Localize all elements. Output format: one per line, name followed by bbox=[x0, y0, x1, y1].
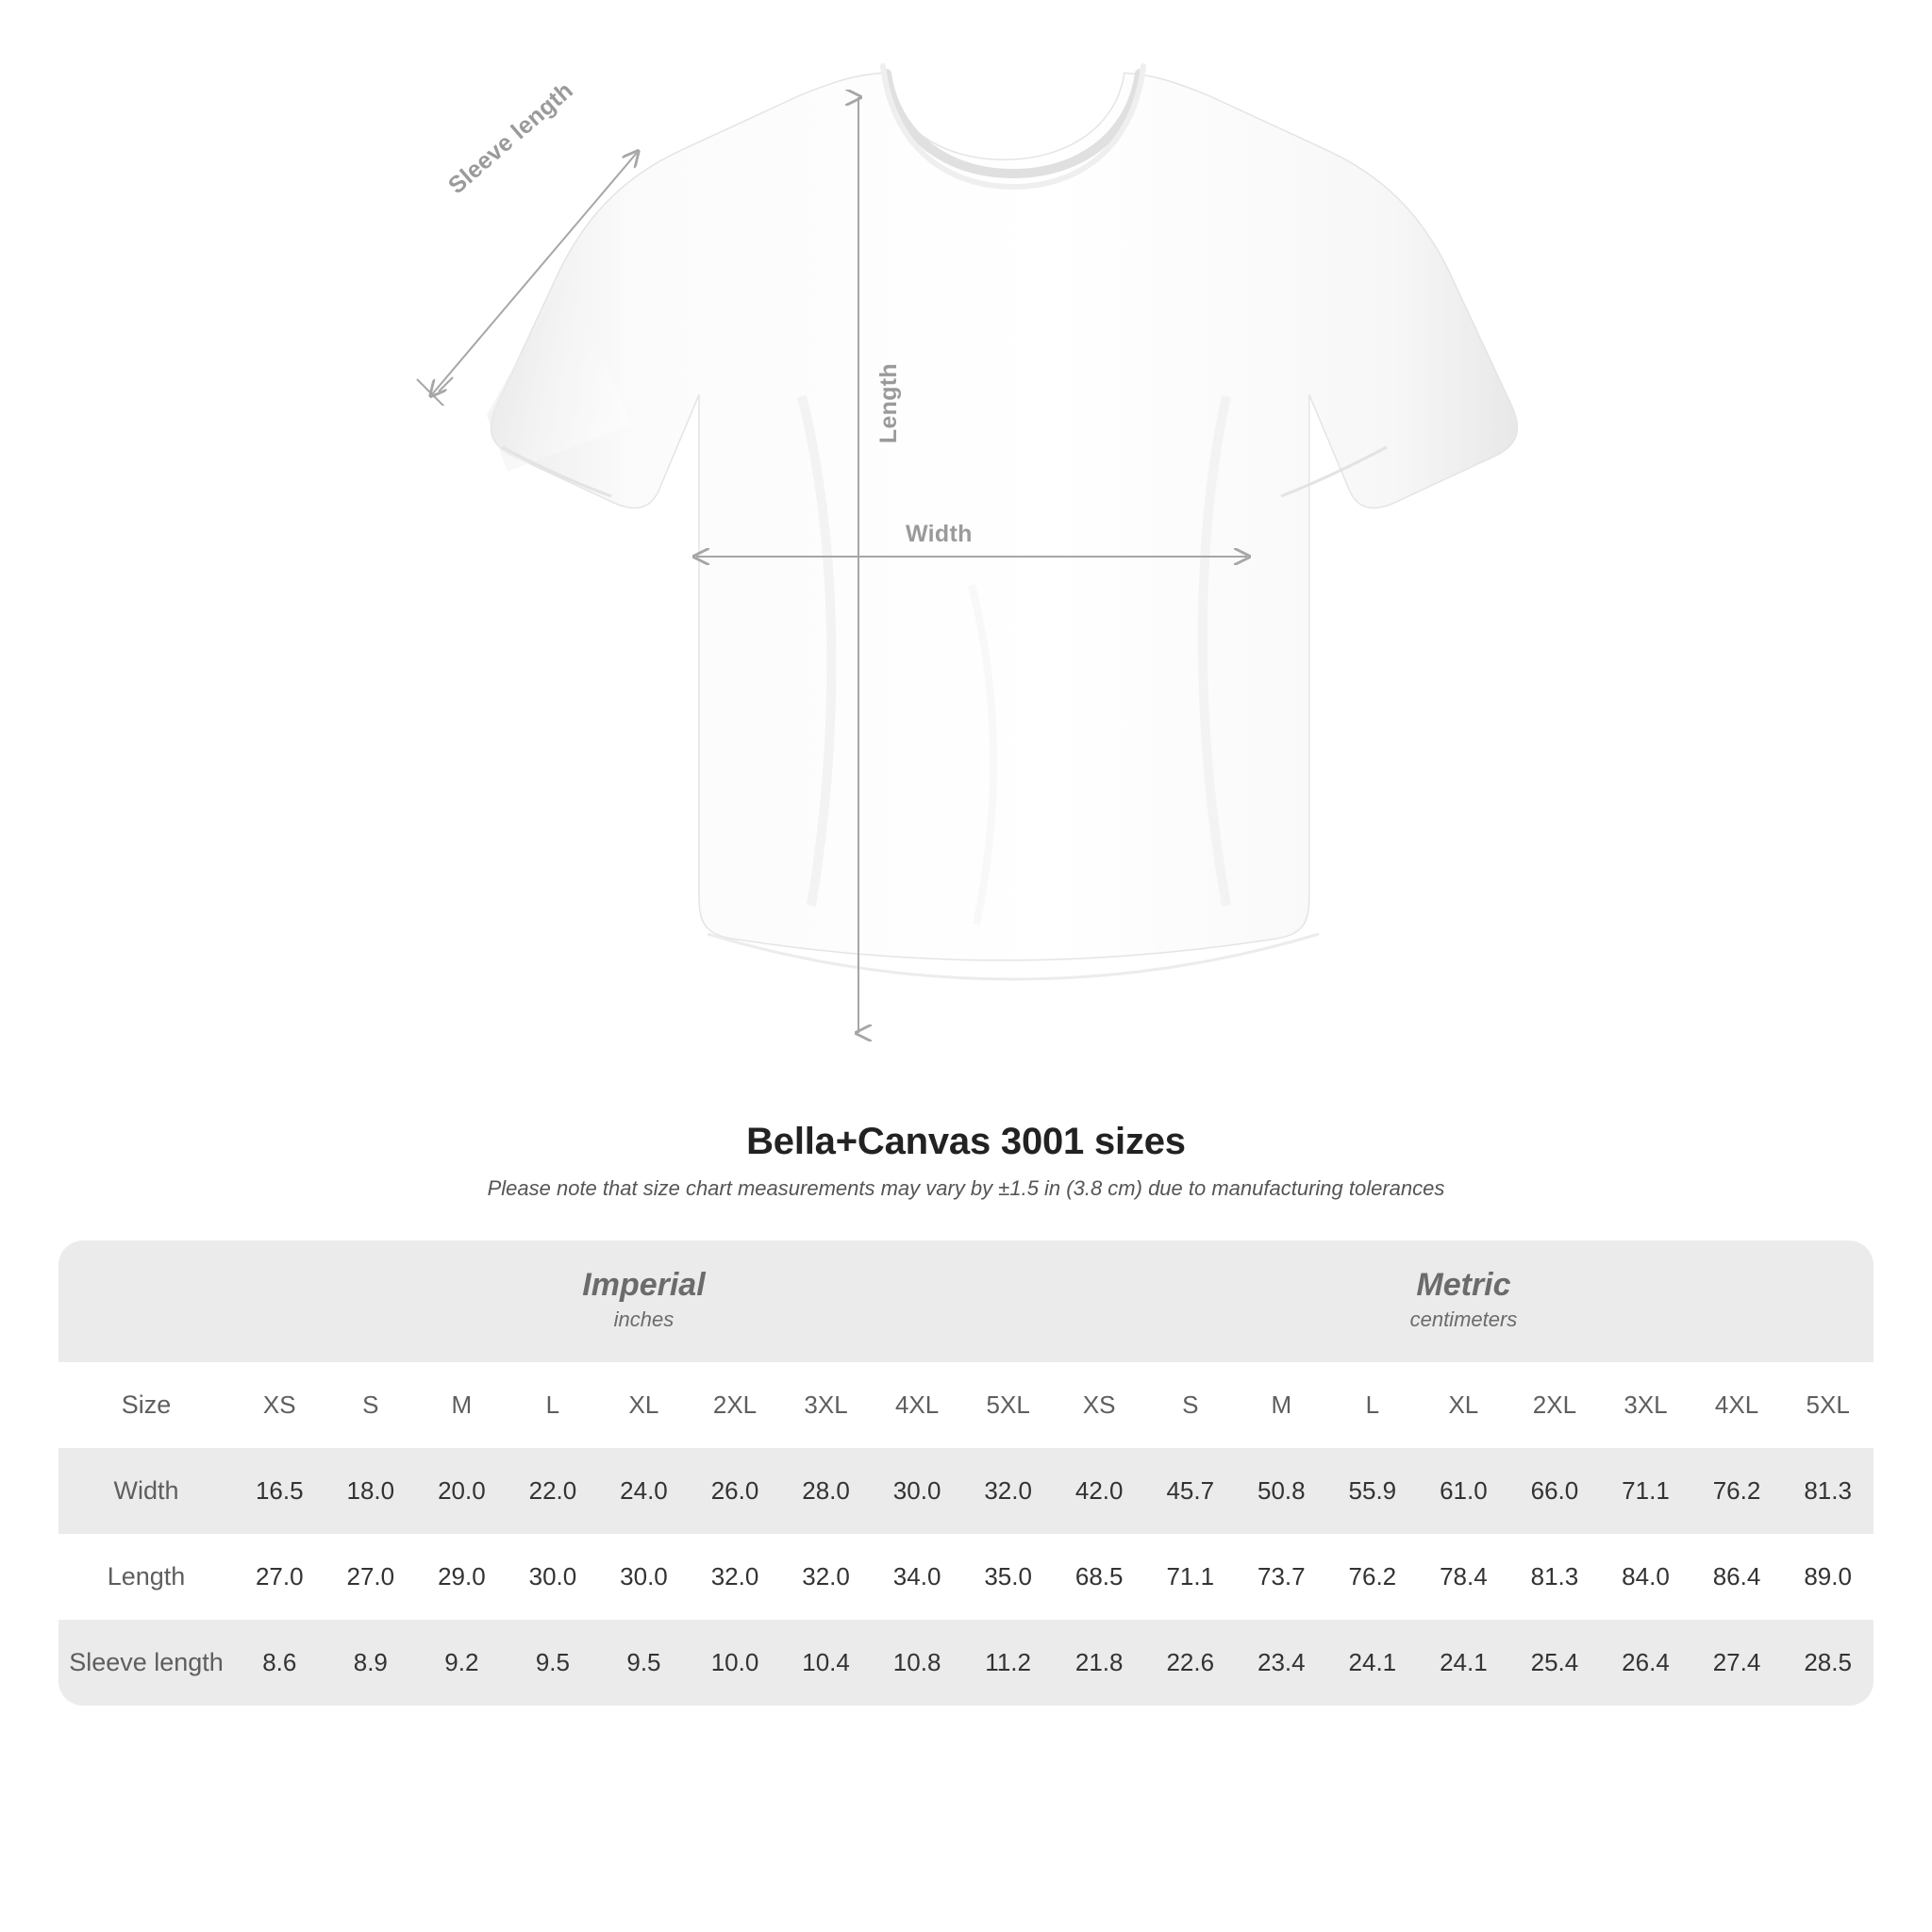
table-cell: 30.0 bbox=[598, 1534, 690, 1620]
table-cell: 18.0 bbox=[325, 1448, 417, 1534]
size-table bbox=[58, 1241, 1874, 1706]
unit-sub-metric: centimeters bbox=[1409, 1307, 1518, 1331]
chart-heading bbox=[0, 1121, 1932, 1201]
unit-sub-imperial: inches bbox=[613, 1307, 675, 1331]
sleeve-length-label: Sleeve length bbox=[443, 76, 578, 200]
table-cell: 23.4 bbox=[1236, 1620, 1327, 1706]
table-row bbox=[58, 1534, 1874, 1620]
table-cell: 81.3 bbox=[1509, 1534, 1601, 1620]
table-cell: 9.2 bbox=[416, 1620, 508, 1706]
unit-name-imperial: Imperial bbox=[582, 1267, 706, 1303]
table-cell: 76.2 bbox=[1691, 1448, 1783, 1534]
table-cell: 89.0 bbox=[1782, 1534, 1874, 1620]
table-cell: 81.3 bbox=[1782, 1448, 1874, 1534]
size-header-cell: XL bbox=[598, 1362, 690, 1448]
table-cell: 22.6 bbox=[1144, 1620, 1236, 1706]
size-header-cell: XS bbox=[234, 1362, 325, 1448]
table-cell: 55.9 bbox=[1327, 1448, 1419, 1534]
size-header-cell: 5XL bbox=[962, 1362, 1054, 1448]
table-cell: 10.0 bbox=[690, 1620, 781, 1706]
size-header-cell: 2XL bbox=[1509, 1362, 1601, 1448]
table-cell: 78.4 bbox=[1418, 1534, 1509, 1620]
size-header-cell: S bbox=[1144, 1362, 1236, 1448]
table-cell: 29.0 bbox=[416, 1534, 508, 1620]
size-header-cell: 4XL bbox=[872, 1362, 963, 1448]
table-cell: 26.4 bbox=[1600, 1620, 1691, 1706]
table-cell: 27.0 bbox=[234, 1534, 325, 1620]
table-cell: 16.5 bbox=[234, 1448, 325, 1534]
size-header-cell: XL bbox=[1418, 1362, 1509, 1448]
size-header-cell: 3XL bbox=[1600, 1362, 1691, 1448]
table-cell: 45.7 bbox=[1144, 1448, 1236, 1534]
table-cell: 30.0 bbox=[872, 1448, 963, 1534]
table-cell: 32.0 bbox=[780, 1534, 872, 1620]
table-cell: 32.0 bbox=[690, 1534, 781, 1620]
table-cell: 20.0 bbox=[416, 1448, 508, 1534]
table-cell: 8.9 bbox=[325, 1620, 417, 1706]
table-cell: 66.0 bbox=[1509, 1448, 1601, 1534]
table-cell: 9.5 bbox=[598, 1620, 690, 1706]
size-header-cell: L bbox=[508, 1362, 599, 1448]
table-cell: 28.5 bbox=[1782, 1620, 1874, 1706]
table-cell: 84.0 bbox=[1600, 1534, 1691, 1620]
size-header-label: Size bbox=[58, 1362, 234, 1448]
size-header-cell: XS bbox=[1054, 1362, 1145, 1448]
table-cell: 32.0 bbox=[962, 1448, 1054, 1534]
table-cell: 27.4 bbox=[1691, 1620, 1783, 1706]
table-cell: 10.4 bbox=[780, 1620, 872, 1706]
unit-name-metric: Metric bbox=[1416, 1267, 1511, 1303]
unit-header-row bbox=[58, 1241, 1874, 1362]
width-label: Width bbox=[906, 521, 973, 547]
size-table-container bbox=[58, 1241, 1874, 1706]
table-cell: 42.0 bbox=[1054, 1448, 1145, 1534]
tolerance-note: Please note that size chart measurements may vary by ±1.5 in (3.8 cm) due to manufacturing tolerances bbox=[487, 1176, 1445, 1200]
table-cell: 68.5 bbox=[1054, 1534, 1145, 1620]
table-cell: 73.7 bbox=[1236, 1534, 1327, 1620]
size-header-cell: M bbox=[416, 1362, 508, 1448]
table-cell: 26.0 bbox=[690, 1448, 781, 1534]
size-header-cell: 2XL bbox=[690, 1362, 781, 1448]
unit-group-imperial bbox=[234, 1241, 1054, 1362]
row-label-length: Length bbox=[58, 1534, 234, 1620]
table-cell: 35.0 bbox=[962, 1534, 1054, 1620]
table-cell: 34.0 bbox=[872, 1534, 963, 1620]
table-cell: 24.0 bbox=[598, 1448, 690, 1534]
size-header-row bbox=[58, 1362, 1874, 1448]
table-cell: 24.1 bbox=[1327, 1620, 1419, 1706]
table-row bbox=[58, 1448, 1874, 1534]
length-label: Length bbox=[875, 363, 902, 444]
table-row bbox=[58, 1620, 1874, 1706]
table-cell: 10.8 bbox=[872, 1620, 963, 1706]
unit-group-metric bbox=[1054, 1241, 1874, 1362]
size-header-cell: 4XL bbox=[1691, 1362, 1783, 1448]
table-cell: 28.0 bbox=[780, 1448, 872, 1534]
table-cell: 71.1 bbox=[1600, 1448, 1691, 1534]
size-header-cell: M bbox=[1236, 1362, 1327, 1448]
table-cell: 24.1 bbox=[1418, 1620, 1509, 1706]
table-cell: 30.0 bbox=[508, 1534, 599, 1620]
table-cell: 50.8 bbox=[1236, 1448, 1327, 1534]
table-cell: 9.5 bbox=[508, 1620, 599, 1706]
row-label-width: Width bbox=[58, 1448, 234, 1534]
table-cell: 11.2 bbox=[962, 1620, 1054, 1706]
size-header-cell: S bbox=[325, 1362, 417, 1448]
size-header-cell: L bbox=[1327, 1362, 1419, 1448]
table-cell: 22.0 bbox=[508, 1448, 599, 1534]
table-cell: 25.4 bbox=[1509, 1620, 1601, 1706]
table-cell: 21.8 bbox=[1054, 1620, 1145, 1706]
table-cell: 76.2 bbox=[1327, 1534, 1419, 1620]
page-title: Bella+Canvas 3001 sizes bbox=[746, 1121, 1186, 1162]
table-corner-cell bbox=[58, 1241, 234, 1362]
table-cell: 71.1 bbox=[1144, 1534, 1236, 1620]
table-cell: 86.4 bbox=[1691, 1534, 1783, 1620]
table-cell: 27.0 bbox=[325, 1534, 417, 1620]
table-cell: 8.6 bbox=[234, 1620, 325, 1706]
size-header-cell: 5XL bbox=[1782, 1362, 1874, 1448]
size-header-cell: 3XL bbox=[780, 1362, 872, 1448]
row-label-sleeve-length: Sleeve length bbox=[58, 1620, 234, 1706]
table-cell: 61.0 bbox=[1418, 1448, 1509, 1534]
